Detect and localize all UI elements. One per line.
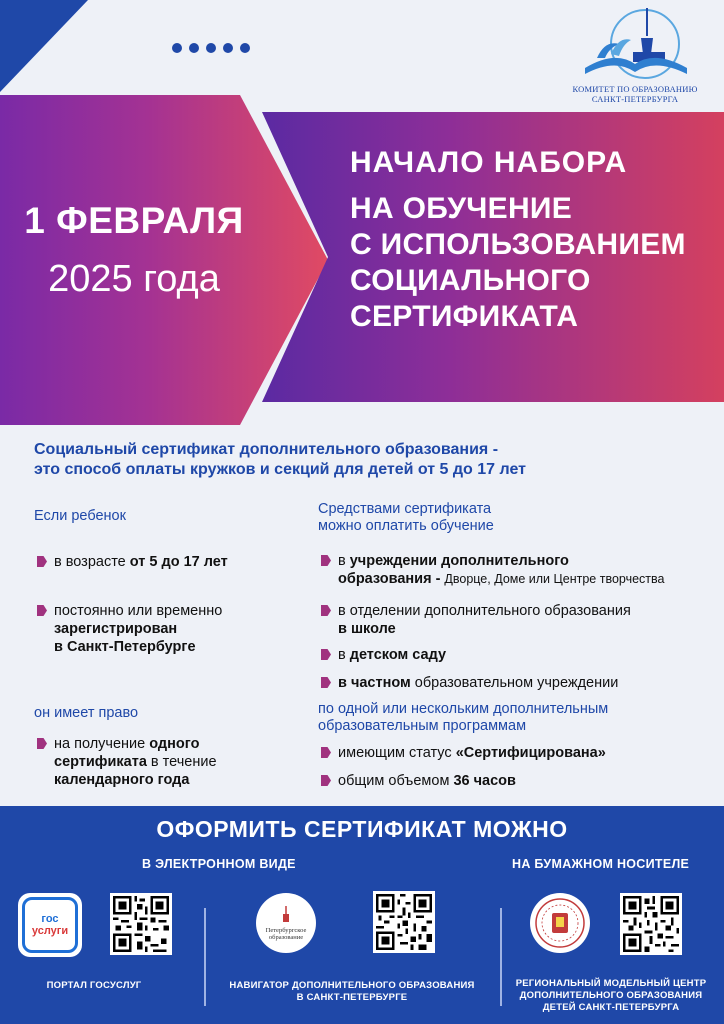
navigator-logo[interactable]: Петербургское образование [256,893,316,953]
rmc-emblem-icon [534,897,586,949]
title-line: СЕРТИФИКАТА [350,300,579,333]
committee-logo [560,6,710,104]
list-item-institution: в учреждении дополнительного образования - Дворце, Доме или Центре творчества [338,553,665,587]
qr-code-gosuslugi[interactable] [110,893,172,955]
divider [500,908,502,1006]
intro-line1: Социальный сертификат дополнительного образования - [34,441,499,458]
list-item-registered: постоянно или временно зарегистрирован в Санкт-Петербурге [54,603,223,655]
dots-decoration [172,43,250,53]
logo-text-line2: САНКТ-ПЕТЕРБУРГА [591,94,679,104]
qr-code-navigator[interactable] [373,891,435,953]
title-main: НАЧАЛО НАБОРА [350,146,628,179]
title-line: СОЦИАЛЬНОГО [350,264,591,297]
corner-decoration [0,0,88,92]
title-subtitle [350,191,686,335]
title-line: С ИСПОЛЬЗОВАНИЕМ [350,228,686,261]
navigator-caption: НАВИГАТОР ДОПОЛНИТЕЛЬНОГО ОБРАЗОВАНИЯ В САНКТ-ПЕТЕРБУРГЕ [229,980,475,1003]
right-col-heading: Средствами сертификата можно оплатить обучение [318,501,494,534]
rmc-logo[interactable] [530,893,590,953]
bottom-title: ОФОРМИТЬ СЕРТИФИКАТ МОЖНО [156,816,568,842]
list-item-kindergarten: в детском саду [338,647,447,663]
spire-book-icon [575,6,695,84]
gosuslugi-logo[interactable]: гос услуги [18,893,82,957]
list-item-right: на получение одного сертификата в течение календарного года [54,736,217,788]
logo-text-line1: КОМИТЕТ ПО ОБРАЗОВАНИЮ [572,84,698,94]
intro-text [34,440,704,480]
qr-code-rmc[interactable] [620,893,682,955]
gosuslugi-caption: ПОРТАЛ ГОСУСЛУГ [46,980,142,991]
left-col-heading2: он имеет право [34,705,139,721]
right-col-heading2: по одной или нескольким дополнительным образовательным программам [318,701,609,734]
paper-heading: НА БУМАЖНОМ НОСИТЕЛЕ [512,857,690,871]
title-line: НА ОБУЧЕНИЕ [350,192,573,225]
list-item-school: в отделении дополнительного образования в школе [338,603,631,637]
rmc-caption: РЕГИОНАЛЬНЫЙ МОДЕЛЬНЫЙ ЦЕНТР ДОПОЛНИТЕЛЬНОГО ОБРАЗОВАНИЯ ДЕТЕЙ САНКТ-ПЕТЕРБУРГА [515,978,707,1013]
electronic-heading: В ЭЛЕКТРОННОМ ВИДЕ [142,857,296,871]
list-item-age: в возрасте от 5 до 17 лет [54,554,228,570]
date-day: 1 ФЕВРАЛЯ [24,200,244,241]
left-col-heading: Если ребенок [34,508,126,524]
date-year: 2025 года [48,258,220,300]
list-item-private: в частном образовательном учреждении [338,675,619,691]
list-item-status: имеющим статус «Сертифицирована» [338,745,606,761]
intro-line2: это способ оплаты кружков и секций для детей от 5 до 17 лет [34,461,526,478]
spire-icon [279,906,293,922]
list-item-hours: общим объемом 36 часов [338,773,516,789]
